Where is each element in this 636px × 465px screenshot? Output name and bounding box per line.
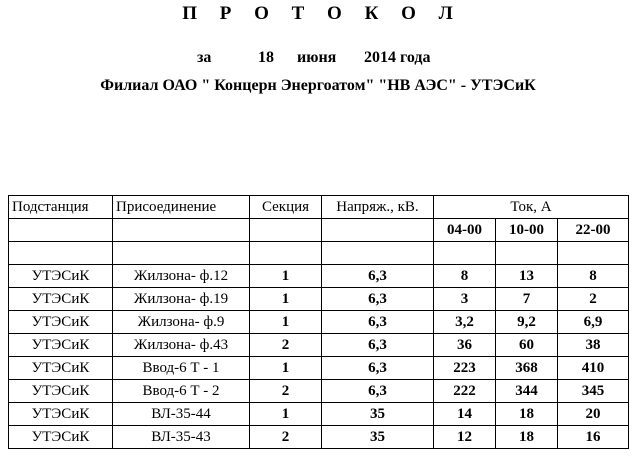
header-voltage: Напряж., кВ.	[322, 196, 434, 219]
time-header-04: 04-00	[434, 219, 496, 242]
cell-current-22: 16	[558, 426, 629, 449]
header-row	[9, 196, 629, 219]
cell-current-10: 344	[496, 380, 558, 403]
empty-cell	[113, 219, 250, 242]
cell-substation: УТЭСиК	[9, 334, 113, 357]
cell-current-04: 3	[434, 288, 496, 311]
document-title: П Р О Т О К О Л	[182, 3, 462, 24]
header-connection: Присоединение	[113, 196, 250, 219]
table-row	[9, 334, 629, 357]
cell-section: 2	[250, 426, 322, 449]
date-prefix: за	[197, 49, 212, 66]
header-current: Ток, А	[434, 196, 629, 219]
cell-connection: Жилзона- ф.9	[113, 311, 250, 334]
protocol-table	[8, 195, 629, 449]
cell-voltage: 6,3	[322, 311, 434, 334]
cell-section: 2	[250, 380, 322, 403]
cell-substation: УТЭСиК	[9, 288, 113, 311]
cell-connection: Жилзона- ф.12	[113, 265, 250, 288]
cell-connection: ВЛ-35-44	[113, 403, 250, 426]
cell-current-04: 3,2	[434, 311, 496, 334]
empty-cell	[322, 242, 434, 265]
cell-section: 1	[250, 288, 322, 311]
empty-cell	[250, 242, 322, 265]
cell-current-22: 38	[558, 334, 629, 357]
cell-substation: УТЭСиК	[9, 380, 113, 403]
cell-voltage: 6,3	[322, 265, 434, 288]
empty-cell	[558, 242, 629, 265]
time-header-row	[9, 219, 629, 242]
cell-substation: УТЭСиК	[9, 403, 113, 426]
table-row	[9, 288, 629, 311]
empty-cell	[9, 242, 113, 265]
cell-current-22: 410	[558, 357, 629, 380]
cell-section: 1	[250, 403, 322, 426]
cell-connection: ВЛ-35-43	[113, 426, 250, 449]
cell-current-22: 8	[558, 265, 629, 288]
time-header-22: 22-00	[558, 219, 629, 242]
cell-substation: УТЭСиК	[9, 265, 113, 288]
empty-cell	[9, 219, 113, 242]
date-year: 2014 года	[364, 49, 431, 66]
table-row	[9, 403, 629, 426]
cell-section: 1	[250, 311, 322, 334]
cell-substation: УТЭСиК	[9, 311, 113, 334]
cell-current-10: 18	[496, 426, 558, 449]
cell-current-22: 20	[558, 403, 629, 426]
cell-connection: Жилзона- ф.19	[113, 288, 250, 311]
table-row	[9, 265, 629, 288]
cell-current-04: 14	[434, 403, 496, 426]
date-month: июня	[297, 49, 337, 66]
empty-cell	[496, 242, 558, 265]
cell-current-10: 368	[496, 357, 558, 380]
cell-voltage: 35	[322, 426, 434, 449]
header-substation: Подстанция	[9, 196, 113, 219]
cell-current-22: 6,9	[558, 311, 629, 334]
empty-cell	[250, 219, 322, 242]
table-row	[9, 426, 629, 449]
spacer-row	[9, 242, 629, 265]
cell-current-10: 60	[496, 334, 558, 357]
cell-connection: Ввод-6 Т - 1	[113, 357, 250, 380]
cell-section: 2	[250, 334, 322, 357]
date-day: 18	[258, 49, 274, 66]
cell-voltage: 6,3	[322, 334, 434, 357]
cell-voltage: 6,3	[322, 288, 434, 311]
cell-current-10: 7	[496, 288, 558, 311]
cell-connection: Жилзона- ф.43	[113, 334, 250, 357]
table-row	[9, 357, 629, 380]
time-header-10: 10-00	[496, 219, 558, 242]
cell-voltage: 6,3	[322, 380, 434, 403]
cell-current-04: 36	[434, 334, 496, 357]
cell-voltage: 35	[322, 403, 434, 426]
table-row	[9, 380, 629, 403]
cell-current-10: 9,2	[496, 311, 558, 334]
cell-current-22: 2	[558, 288, 629, 311]
cell-current-04: 8	[434, 265, 496, 288]
cell-current-04: 222	[434, 380, 496, 403]
cell-current-22: 345	[558, 380, 629, 403]
table-row	[9, 311, 629, 334]
cell-section: 1	[250, 357, 322, 380]
empty-cell	[434, 242, 496, 265]
header-section: Секция	[250, 196, 322, 219]
empty-cell	[322, 219, 434, 242]
cell-current-04: 223	[434, 357, 496, 380]
cell-current-10: 13	[496, 265, 558, 288]
organization-line: Филиал ОАО " Концерн Энергоатом" "НВ АЭС" - УТЭСиК	[100, 77, 536, 94]
cell-section: 1	[250, 265, 322, 288]
cell-voltage: 6,3	[322, 357, 434, 380]
cell-substation: УТЭСиК	[9, 426, 113, 449]
cell-substation: УТЭСиК	[9, 357, 113, 380]
cell-connection: Ввод-6 Т - 2	[113, 380, 250, 403]
empty-cell	[113, 242, 250, 265]
cell-current-10: 18	[496, 403, 558, 426]
cell-current-04: 12	[434, 426, 496, 449]
